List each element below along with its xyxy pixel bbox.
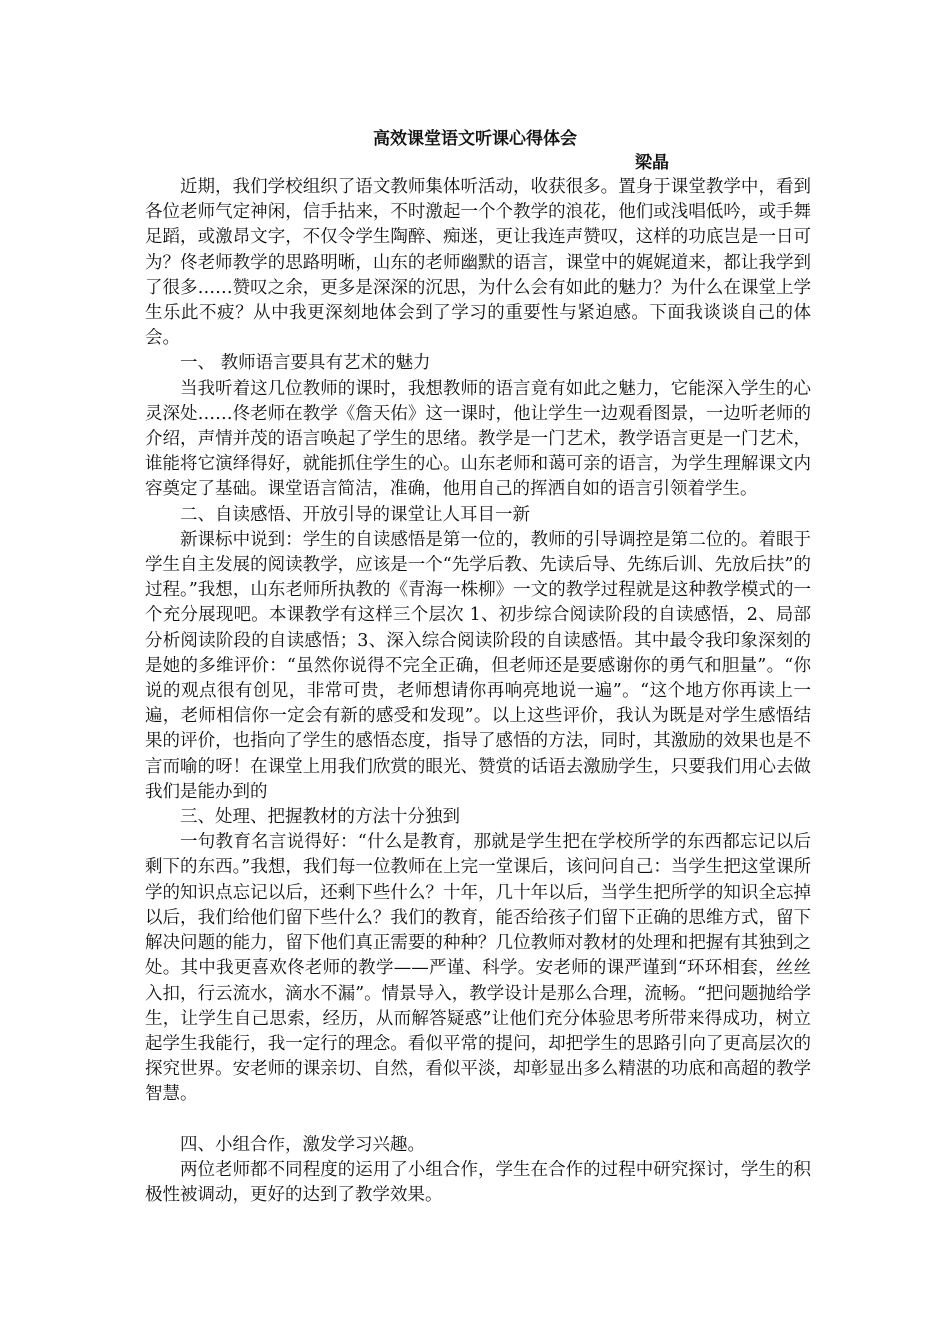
document-title: 高效课堂语文听课心得体会: [373, 129, 577, 149]
section-heading-2: 二、自读感悟、开放引导的课堂让人耳目一新: [180, 504, 530, 525]
section-heading-4: 四、小组合作，激发学习兴趣。: [180, 1134, 425, 1155]
section-heading-1: 一、 教师语言要具有艺术的魅力: [180, 353, 431, 374]
section-heading-3: 三、处理、把握教材的方法十分独到: [180, 807, 460, 828]
author-name: 梁晶: [635, 153, 669, 173]
section-paragraph-2: 新课标中说到：学生的自读感悟是第一位的，教师的引导调控是第二位的。着眼于学生自主发展的阅读教学，应该是一个“先学后教、先读后导、先练后训、先放后扶”的过程。”我想，山东老师所执教的《青海一株柳》一文的教学过程就是这种教学模式的一个充分展现吧。本课教学有这样三个层次 1、初步综合阅读阶段的自读感悟，2、局部分析阅读阶段的自读感悟；3、深入综合阅读阶段的自读感悟。其中最令我印象深刻的是她的多维评价：“虽然你说得不完全正确，但老师还是要感谢你的勇气和胆量”。“你说的观点很有创见，非常可贵，老师想请你再响亮地说一遍”。“这个地方你再读上一遍，老师相信你一定会有新的感受和发现”。以上这些评价，我认为既是对学生感悟结果的评价，也指向了学生的感悟态度，指导了感悟的方法，同时，其激励的效果也是不言而喻的呀！在课堂上用我们欣赏的眼光、赞赏的话语去激励学生，只要我们用心去做我们是能办到的: [145, 529, 811, 802]
document-body: [145, 175, 811, 1208]
section-paragraph-3: 一句教育名言说得好：“什么是教育，那就是学生把在学校所学的东西都忘记以后剩下的东西。”我想，我们每一位教师在上完一堂课后，该问问自己：当学生把这堂课所学的知识点忘记以后，还剩下些什么？十年，几十年以后，当学生把所学的知识全忘掉以后，我们给他们留下些什么？我们的教育，能否给孩子们留下正确的思维方式，留下解决问题的能力，留下他们真正需要的种种？几位教师对教材的处理和把握有其独到之处。其中我更喜欢佟老师的教学——严谨、科学。安老师的课严谨到“环环相套，丝丝入扣，行云流水，滴水不漏”。情景导入，教学设计是那么合理，流畅。“把问题抛给学生，让学生自己思索，经历，从而解答疑惑”让他们充分体验思考所带来得成功，树立起学生我能行，我一定行的理念。看似平常的提问，却把学生的思路引向了更高层次的探究世界。安老师的课亲切、自然，看似平淡，却彰显出多么精湛的功底和高超的教学智慧。: [145, 832, 811, 1105]
section-paragraph-1: 当我听着这几位教师的课时，我想教师的语言竟有如此之魅力，它能深入学生的心灵深处……佟老师在教学《詹天佑》这一课时，他让学生一边观看图景，一边听老师的介绍，声情并茂的语言唤起了学生的思绪。教学是一门艺术，教学语言更是一门艺术，谁能将它演绎得好，就能抓住学生的心。山东老师和蔼可亲的语言，为学生理解课文内容奠定了基础。课堂语言简洁，准确，他用自己的挥洒自如的语言引领着学生。: [145, 378, 811, 500]
intro-paragraph: 近期，我们学校组织了语文教师集体听活动，收获很多。置身于课堂教学中，看到各位老师气定神闲，信手拈来，不时激起一个个教学的浪花，他们或浅唱低吟，或手舞足蹈，或激昂文字，不仅令学生陶醉、痴迷，更让我连声赞叹，这样的功底岂是一日可为？佟老师教学的思路明晰，山东的老师幽默的语言，课堂中的娓娓道来，都让我学到了很多……赞叹之余，更多是深深的沉思，为什么会有如此的魅力？为什么在课堂上学生乐此不疲？从中我更深刻地体会到了学习的重要性与紧迫感。下面我谈谈自己的体会。: [145, 177, 811, 349]
section-paragraph-4: 两位老师都不同程度的运用了小组合作，学生在合作的过程中研究探讨，学生的积极性被调动，更好的达到了教学效果。: [145, 1159, 811, 1205]
